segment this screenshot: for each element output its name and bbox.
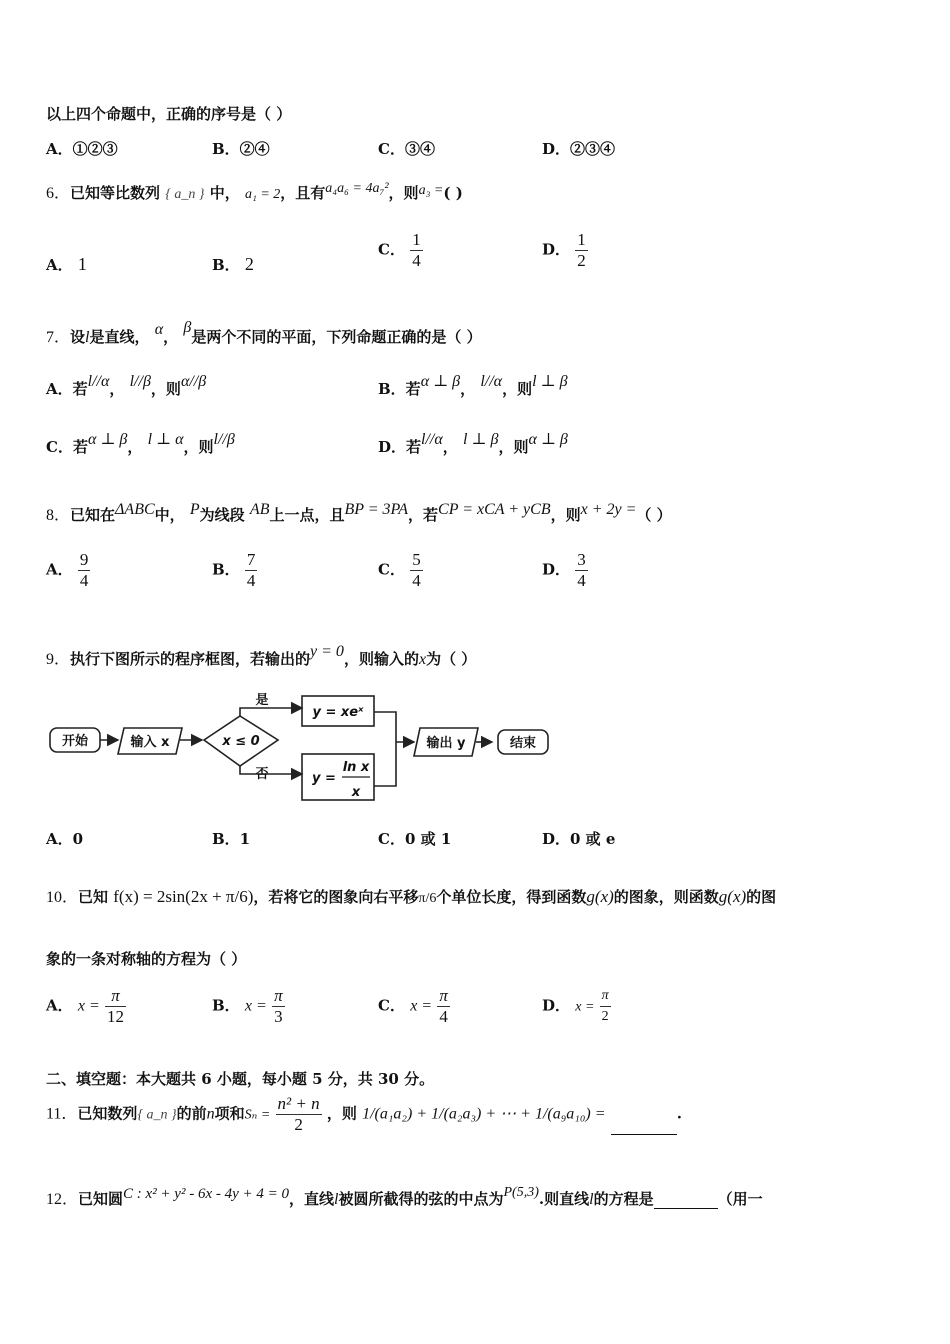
q11-text-2: 的前 xyxy=(176,1104,207,1123)
q7-a-then: ，则 xyxy=(150,380,181,398)
flow-process-yes-label: y = xeˣ xyxy=(312,705,364,720)
question-9 xyxy=(46,643,477,669)
q9-option-d[interactable]: D．0 或 e xyxy=(542,830,616,848)
q7-option-b[interactable]: B．若α ⊥ β， l//α，则l ⊥ β xyxy=(378,373,568,398)
q8-option-c-fraction: $\frac{5}{4}$ xyxy=(412,550,421,590)
q5-option-c[interactable]: C．③④ xyxy=(378,140,435,158)
q6-option-b-value: 2 xyxy=(244,254,254,274)
q7-c-cond1: α ⊥ β xyxy=(87,431,128,448)
q8-option-a[interactable] xyxy=(46,550,90,591)
q8-option-b-label: B． xyxy=(212,560,240,579)
q7-d-label: D．若 xyxy=(378,438,422,456)
q8-text-6: ，则 xyxy=(550,506,581,524)
q7-text-2: 是直线， xyxy=(89,328,150,346)
q12-number: 12． xyxy=(46,1191,79,1208)
q6-option-c-label: C． xyxy=(378,240,405,259)
q7-c-label: C．若 xyxy=(46,438,88,456)
q6-option-c-fraction: $\frac{1}{4}$ xyxy=(412,230,421,270)
q5-option-b[interactable]: B．②④ xyxy=(212,140,270,158)
q10-function-g-1: g(x) xyxy=(586,887,614,906)
q8-text-2: 中， xyxy=(154,506,185,524)
q12-text-2: ，直线 xyxy=(289,1190,335,1208)
q7-b-result: l ⊥ β xyxy=(532,373,568,390)
q7-b-cond2: l//α xyxy=(480,373,503,390)
flow-process-no-denominator: x xyxy=(351,785,361,800)
q5-option-a[interactable]: A．①②③ xyxy=(46,140,118,158)
q10-option-a[interactable] xyxy=(46,986,126,1027)
q12-line-l-1: l xyxy=(334,1191,339,1208)
q8-text-4: 上一点，且 xyxy=(269,506,345,524)
q10-shift: π/6 xyxy=(418,891,437,906)
q7-a-label: A．若 xyxy=(46,380,88,398)
q11-sum-def: Sₙ = xyxy=(244,1107,271,1123)
q7-option-a[interactable]: A．若l//α， l//β，则α//β xyxy=(46,373,207,398)
q8-text-5: ，若 xyxy=(408,506,439,524)
q8-text-1: 已知在 xyxy=(70,506,116,524)
q12-text-3: 被圆所截得的弦的中点为 xyxy=(338,1190,504,1208)
q7-beta: β xyxy=(183,319,192,336)
q8-option-b[interactable] xyxy=(212,550,257,591)
question-12 xyxy=(46,1186,763,1209)
q7-b-then: ，则 xyxy=(502,380,533,398)
q11-answer-blank[interactable] xyxy=(611,1134,677,1135)
q11-text-4: ，则 xyxy=(326,1104,357,1123)
q9-text-1: 执行下图所示的程序框图，若输出的 xyxy=(70,650,311,668)
question-7 xyxy=(46,319,482,347)
flow-process-no-numerator: ln x xyxy=(342,760,370,775)
q6-option-b[interactable] xyxy=(212,254,254,275)
q9-number: 9． xyxy=(46,651,71,668)
q12-text-4: .则直线 xyxy=(538,1190,590,1208)
q7-c-result: l//β xyxy=(213,431,235,448)
q6-option-b-label: B． xyxy=(212,256,240,274)
question-6 xyxy=(46,180,463,203)
q7-d-cond1: l//α xyxy=(421,431,443,448)
q8-option-d[interactable] xyxy=(542,550,588,591)
q12-text-6: （用一 xyxy=(717,1190,763,1208)
q7-b-cond1: α ⊥ β xyxy=(420,373,461,390)
q10-text-3: 个单位长度，得到函数 xyxy=(436,888,587,906)
q10-option-c[interactable] xyxy=(378,986,450,1027)
q10-option-a-prefix: x = xyxy=(77,997,100,1015)
section-2-heading: 二、填空题：本大题共 6 小题，每小题 5 分，共 30 分。 xyxy=(46,1070,435,1088)
q11-series: 1/(a₁a₂) + 1/(a₂a₃) + ⋯ + 1/(a₉a₁₀) = xyxy=(362,1105,606,1123)
q8-expression: x + 2y = xyxy=(580,501,637,518)
q5-option-d[interactable]: D．②③④ xyxy=(542,140,616,158)
q9-option-a[interactable]: A．0 xyxy=(46,830,84,848)
flow-end-label: 结束 xyxy=(509,736,537,751)
q8-point-p: P xyxy=(189,501,200,518)
q10-option-b-fraction: $\frac{\pi}{3}$ xyxy=(274,986,283,1026)
q10-option-b-prefix: x = xyxy=(244,997,267,1015)
q10-option-c-label: C． xyxy=(378,996,405,1015)
q6-option-d[interactable] xyxy=(542,230,588,271)
q6-option-c[interactable] xyxy=(378,230,423,271)
q8-option-d-fraction: $\frac{3}{4}$ xyxy=(577,550,586,590)
q7-line-l: l xyxy=(85,329,90,346)
q10-option-d-label: D． xyxy=(542,996,571,1015)
q12-text-5: 的方程是 xyxy=(593,1190,654,1208)
flow-output-label: 输出 y xyxy=(426,736,466,751)
q11-n: n xyxy=(206,1105,215,1123)
q8-option-d-label: D． xyxy=(542,560,571,579)
q9-text-3: 为（ ） xyxy=(426,650,477,668)
q10-option-d[interactable] xyxy=(542,986,611,1027)
question-8 xyxy=(46,502,672,525)
q7-c-then: ，则 xyxy=(183,438,214,456)
q8-option-a-fraction: $\frac{9}{4}$ xyxy=(79,550,89,590)
q11-sequence: { a_n } xyxy=(137,1107,177,1123)
q8-option-a-label: A． xyxy=(46,560,73,579)
q10-text-5: 的图 xyxy=(746,888,777,906)
q7-d-cond2: l ⊥ β xyxy=(462,431,499,448)
q6-a1: a₁ = 2 xyxy=(244,187,281,202)
q7-c-cond2: l ⊥ α xyxy=(147,431,184,448)
q10-function-f: f(x) = 2sin(2x + π/6) xyxy=(113,887,254,906)
q8-option-c-label: C． xyxy=(378,560,405,579)
q8-segment: AB xyxy=(249,501,270,518)
q9-option-c[interactable]: C．0 或 1 xyxy=(378,830,452,848)
q7-option-d[interactable]: D．若l//α， l ⊥ β，则α ⊥ β xyxy=(378,431,568,456)
q8-option-b-fraction: $\frac{7}{4}$ xyxy=(246,550,256,590)
q9-output-condition: y = 0 xyxy=(310,643,344,660)
flow-process-no-prefix: y = xyxy=(312,771,336,786)
q10-option-c-prefix: x = xyxy=(410,997,433,1015)
q7-text-1: 设 xyxy=(70,328,86,346)
q10-text-4: 的图象，则函数 xyxy=(613,888,719,906)
intro-text: 以上四个命题中，正确的序号是（ ） xyxy=(46,105,292,123)
q10-number: 10． xyxy=(46,889,79,906)
q7-text-3: 是两个不同的平面，下列命题正确的是（ ） xyxy=(191,328,482,346)
q6-option-a-value: 1 xyxy=(77,254,87,274)
q7-comma: ， xyxy=(163,328,179,346)
flow-input-label: 输入 x xyxy=(130,735,170,750)
q10-option-a-fraction: $\frac{\pi}{12}$ xyxy=(107,986,125,1026)
q7-a-cond2: l//β xyxy=(129,373,151,390)
q10-function-g-2: g(x) xyxy=(718,887,747,906)
q7-alpha: α xyxy=(154,321,164,338)
q12-answer-blank[interactable] xyxy=(654,1208,718,1209)
q6-text-1: 已知等比数列 xyxy=(70,184,161,202)
q10-option-d-fraction: $\frac{\pi}{2}$ xyxy=(601,988,609,1024)
q8-ratio: BP = 3PA xyxy=(344,501,409,518)
q11-text-3: 项和 xyxy=(214,1104,245,1123)
flow-no-label: 否 xyxy=(255,767,269,782)
q7-b-label: B．若 xyxy=(378,380,421,398)
q9-flowchart xyxy=(46,688,556,804)
q10-text-1: 已知 xyxy=(78,888,109,906)
q8-text-7: （ ） xyxy=(636,506,672,524)
q7-a-result: α//β xyxy=(180,373,207,390)
q7-a-cond1: l//α xyxy=(87,373,110,390)
q10-option-c-fraction: $\frac{\pi}{4}$ xyxy=(439,986,448,1026)
q8-triangle: ΔABC xyxy=(115,501,155,518)
q12-circle-equation: C : x² + y² - 6x - 4y + 4 = 0 xyxy=(123,1186,290,1202)
q6-text-2: 中， xyxy=(209,184,240,202)
q9-option-b[interactable]: B．1 xyxy=(212,830,251,848)
q6-text-5: ( ) xyxy=(443,184,463,202)
flow-condition-label: x ≤ 0 xyxy=(222,734,260,749)
q12-midpoint: P(5,3) xyxy=(503,1185,539,1200)
q10-option-a-label: A． xyxy=(46,996,73,1015)
q6-option-a-label: A． xyxy=(46,256,73,274)
q8-number: 8． xyxy=(46,507,71,524)
question-11 xyxy=(46,1094,682,1135)
q11-text-1: 已知数列 xyxy=(77,1104,138,1123)
q6-option-a[interactable] xyxy=(46,254,87,275)
q10-line-2: 象的一条对称轴的方程为（ ） xyxy=(46,950,247,968)
q7-d-result: α ⊥ β xyxy=(528,431,568,448)
q6-sequence: { a_n } xyxy=(165,187,205,202)
q10-text-2: ，若将它的图象向右平移 xyxy=(253,888,419,906)
q7-d-then: ，则 xyxy=(498,438,529,456)
flow-start-label: 开始 xyxy=(61,734,89,749)
q11-sum-fraction: $\frac{\text{n² + n}}{2}$ xyxy=(277,1094,320,1134)
q9-text-2: ，则输入的 xyxy=(343,650,419,668)
q6-text-4: ，则 xyxy=(388,184,419,202)
q6-text-3: ，且有 xyxy=(280,184,326,202)
q6-number: 6． xyxy=(46,185,71,202)
q6-condition: a₄a₆ = 4a₇² xyxy=(325,181,389,196)
question-10 xyxy=(46,884,776,907)
q8-option-c[interactable] xyxy=(378,550,423,591)
flow-yes-label: 是 xyxy=(255,693,269,708)
q11-number: 11． xyxy=(46,1105,78,1123)
q10-option-d-prefix: x = xyxy=(575,999,595,1015)
q7-option-c[interactable]: C．若α ⊥ β， l ⊥ α，则l//β xyxy=(46,431,235,456)
q6-option-d-fraction: $\frac{1}{2}$ xyxy=(577,230,586,270)
q7-number: 7． xyxy=(46,329,71,346)
q8-text-3: 为线段 xyxy=(199,506,245,524)
q6-option-d-label: D． xyxy=(542,240,571,259)
q8-vector: CP = xCA + yCB xyxy=(438,501,551,518)
q12-text-1: 已知圆 xyxy=(78,1190,124,1208)
q11-period: . xyxy=(676,1104,682,1123)
q10-option-b[interactable] xyxy=(212,986,285,1027)
q12-line-l-2: l xyxy=(589,1191,594,1208)
q6-a3: a₃ = xyxy=(418,183,444,198)
q9-variable-x: x xyxy=(418,651,427,668)
q10-option-b-label: B． xyxy=(212,996,240,1015)
